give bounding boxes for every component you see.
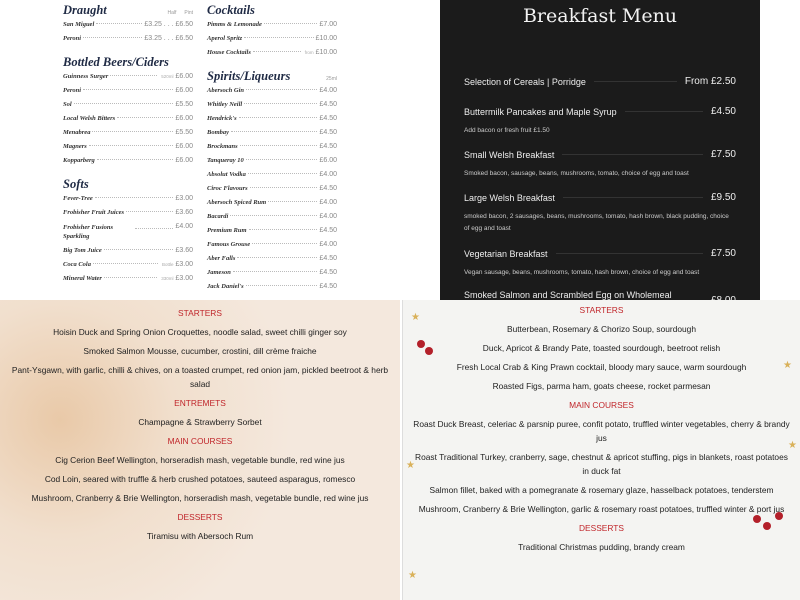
dot-leader	[104, 249, 174, 250]
drink-item	[207, 21, 337, 35]
drink-price: £6.00	[319, 157, 337, 164]
column-label: 25ml	[326, 76, 337, 82]
drink-name: Premium Rum	[207, 227, 247, 234]
drink-item	[63, 195, 193, 209]
dot-leader	[92, 131, 173, 132]
drink-unit: 330ml	[161, 276, 174, 281]
dot-leader	[268, 201, 317, 202]
drink-price: £6.00	[175, 115, 193, 122]
drink-name: Aperol Spritz	[207, 35, 243, 42]
section-heading	[63, 3, 193, 21]
course-heading: MAIN COURSES	[167, 436, 233, 446]
drink-price: £4.50	[319, 227, 337, 234]
drink-price: £3.25 . . . £6.50	[144, 21, 193, 28]
item-name: Vegetarian Breakfast	[464, 248, 548, 259]
dot-leader	[110, 75, 157, 76]
item-description: Add bacon or fresh fruit £1.50	[464, 127, 550, 134]
drink-item	[63, 21, 193, 35]
drink-price: £4.50	[319, 143, 337, 150]
column-label: Half	[167, 10, 177, 16]
drink-name: Absolut Vodka	[207, 171, 246, 178]
dish: Fresh Local Crab & King Prawn cocktail, bloody mary sauce, warm sourdough	[456, 362, 747, 372]
dish: Cod Loin, seared with truffle & herb crushed potatoes, sauteed asparagus, romesco	[44, 474, 356, 484]
drink-item	[207, 171, 337, 185]
drink-name: Kopparberg	[63, 157, 95, 164]
drinks-right-column	[207, 3, 337, 297]
column-labels	[318, 69, 337, 84]
drink-item	[207, 129, 337, 143]
drink-price: £3.60	[175, 209, 193, 216]
leader-line	[562, 154, 703, 155]
leader-line	[594, 81, 677, 82]
dot-leader	[126, 211, 173, 212]
course-heading: MAIN COURSES	[569, 400, 634, 410]
dish: Mushroom, Cranberry & Brie Wellington, horseradish mash, vegetable bundle, red wine jus	[31, 493, 369, 503]
item-price: £9.50	[710, 192, 736, 203]
dot-leader	[89, 145, 174, 146]
drink-name: Tanqueray 10	[207, 157, 244, 164]
drink-item	[63, 209, 193, 223]
drink-price: £5.50	[175, 129, 193, 136]
drink-name: Brockmans	[207, 143, 238, 150]
drink-item	[63, 73, 193, 87]
section-title: Spirits/Liqueurs	[207, 69, 291, 83]
dish: Mushroom, Cranberry & Brie Wellington, garlic & rosemary roast potatoes, truffled winter & port jus	[418, 504, 785, 514]
drink-item	[63, 275, 193, 289]
dot-leader	[233, 271, 318, 272]
dish: Smoked Salmon Mousse, cucumber, crostini, dill crème fraiche	[83, 346, 317, 356]
drink-name: Sol	[63, 101, 72, 108]
drink-price: £4.00	[319, 199, 337, 206]
item-name: Large Welsh Breakfast	[464, 192, 555, 203]
drink-name: Fever-Tree	[63, 195, 93, 202]
drink-price: £3.00	[175, 275, 193, 282]
drinks-section	[63, 55, 193, 171]
drink-name: Peroni	[63, 35, 82, 42]
dot-leader	[96, 23, 142, 24]
item-price: £4.50	[710, 106, 736, 117]
breakfast-item	[464, 149, 736, 180]
drink-price: £4.00	[319, 241, 337, 248]
drink-name: Abersoch Spiced Rum	[207, 199, 267, 206]
drink-item	[207, 213, 337, 227]
item-price: £7.50	[710, 149, 736, 160]
item-line	[464, 106, 736, 117]
dot-leader	[244, 37, 313, 38]
drink-price: £6.00	[175, 73, 193, 80]
item-name: Small Welsh Breakfast	[464, 149, 555, 160]
dish: Champagne & Strawberry Sorbet	[138, 417, 262, 427]
drink-price: £10.00	[315, 49, 337, 56]
drink-item	[63, 115, 193, 129]
drink-name: Jack Daniel's	[207, 283, 244, 290]
item-line	[464, 192, 736, 203]
drink-price: £6.00	[175, 143, 193, 150]
drink-price: £4.50	[319, 185, 337, 192]
drink-name: Bacardi	[207, 213, 229, 220]
drink-name: Magners	[63, 143, 87, 150]
dot-leader	[246, 89, 317, 90]
section-heading	[207, 69, 337, 87]
drink-price: £3.25 . . . £6.50	[144, 35, 193, 42]
drink-name: San Miguel	[63, 21, 95, 28]
drink-item	[63, 247, 193, 261]
drink-name: Peroni	[63, 87, 82, 94]
item-price: From £2.50	[684, 76, 736, 87]
dot-leader	[249, 229, 318, 230]
dot-leader	[135, 228, 173, 229]
item-description: smoked bacon, 2 sausages, beans, mushrooms, tomato, hash brown, black pudding, choice of egg and toast	[464, 213, 729, 233]
dot-leader	[239, 117, 318, 118]
dish: Duck, Apricot & Brandy Pate, toasted sourdough, beetroot relish	[482, 343, 721, 353]
dish: Pant-Ysgawn, with garlic, chilli & chives, on a toasted crumpet, red onion jam, pickled beetroot & herb salad	[11, 365, 389, 389]
item-name: Selection of Cereals | Porridge	[464, 76, 586, 87]
item-line	[464, 149, 736, 160]
drinks-section	[207, 69, 337, 297]
column-label: Pint	[184, 10, 193, 16]
leader-line	[563, 197, 703, 198]
section-title: Softs	[63, 177, 89, 191]
course-heading: STARTERS	[579, 305, 624, 315]
drink-item	[63, 143, 193, 157]
dot-leader	[252, 243, 317, 244]
section-heading	[207, 3, 337, 21]
drink-item	[63, 87, 193, 101]
drink-item	[207, 157, 337, 171]
drink-name: Guinness Surger	[63, 73, 109, 80]
drink-name: Coca Cola	[63, 261, 91, 268]
drink-item	[63, 223, 193, 247]
dot-leader	[250, 187, 318, 188]
drink-name: Ciroc Flavours	[207, 185, 248, 192]
breakfast-item	[464, 76, 736, 87]
course-heading: STARTERS	[178, 308, 222, 318]
drink-item	[63, 101, 193, 115]
drink-item	[207, 115, 337, 129]
drinks-section	[207, 3, 337, 63]
drink-item	[207, 143, 337, 157]
star-icon: ★	[788, 440, 797, 451]
drink-price: £3.00	[175, 261, 193, 268]
section-title: Bottled Beers/Ciders	[63, 55, 169, 69]
drink-price: £3.60	[175, 247, 193, 254]
section-heading	[63, 55, 193, 73]
drink-price: £3.00	[175, 195, 193, 202]
dish: Roast Duck Breast, celeriac & parsnip puree, confit potato, truffled winter vegetables, cherry & brandy jus	[413, 419, 790, 443]
drink-item	[207, 255, 337, 269]
drinks-menu	[0, 0, 400, 300]
drink-item	[63, 157, 193, 171]
star-icon: ★	[408, 570, 417, 581]
dot-leader	[253, 51, 301, 52]
drink-price: £4.00	[175, 223, 193, 230]
course-heading: DESSERTS	[579, 523, 624, 533]
star-icon: ★	[406, 460, 415, 471]
breakfast-title: Breakfast Menu	[522, 5, 678, 27]
dot-leader	[264, 23, 318, 24]
star-icon: ★	[411, 312, 420, 323]
dish: Tiramisu with Abersoch Rum	[146, 531, 254, 541]
drink-name: Bombay	[207, 129, 230, 136]
course-heading: DESSERTS	[177, 512, 223, 522]
drink-price: £6.00	[175, 87, 193, 94]
drink-name: Whitley Neill	[207, 101, 243, 108]
drink-price: £4.50	[319, 129, 337, 136]
dish: Cig Cerion Beef Wellington, horseradish mash, vegetable bundle, red wine jus	[55, 455, 345, 465]
drink-name: Aber Falls	[207, 255, 236, 262]
drink-name: Hendrick's	[207, 115, 237, 122]
drink-name: Mineral Water	[63, 275, 102, 282]
drink-name: Pimms & Lemonade	[207, 21, 262, 28]
drink-item	[207, 227, 337, 241]
leader-line	[625, 111, 703, 112]
dish: Roast Traditional Turkey, cranberry, sage, chestnut & apricot stuffing, pigs in blankets, roast potatoes in duck fat	[415, 452, 788, 476]
dish: Traditional Christmas pudding, brandy cream	[518, 542, 685, 552]
drink-item	[207, 101, 337, 115]
drinks-section	[63, 3, 193, 49]
dot-leader	[93, 263, 158, 264]
dot-leader	[246, 285, 318, 286]
drinks-left-column	[63, 3, 193, 289]
section-heading	[63, 177, 193, 195]
dot-leader	[237, 257, 317, 258]
dot-leader	[83, 37, 142, 38]
dot-leader	[104, 277, 157, 278]
drink-name: Jameson	[207, 269, 231, 276]
drink-item	[207, 241, 337, 255]
drink-unit: from	[304, 50, 314, 55]
drink-item	[63, 129, 193, 143]
drinks-section	[63, 177, 193, 289]
drink-name: Frobisher Fusions Sparkling	[63, 224, 114, 241]
section-title: Cocktails	[207, 3, 255, 17]
dinner-menu-1	[0, 300, 400, 600]
item-line	[464, 76, 736, 87]
drink-name: Big Tom Juice	[63, 247, 102, 254]
drink-price: £4.00	[319, 171, 337, 178]
dot-leader	[97, 159, 174, 160]
drink-item	[207, 87, 337, 101]
christmas-menu	[402, 300, 800, 600]
drink-price: £7.00	[319, 21, 337, 28]
drink-name: Abersoch Gin	[207, 87, 245, 94]
item-name: Buttermilk Pancakes and Maple Syrup	[464, 106, 617, 117]
leader-line	[556, 253, 703, 254]
item-price: £7.50	[710, 248, 736, 259]
drink-unit: Bottle	[161, 262, 174, 267]
drink-item	[63, 35, 193, 49]
drink-price: £6.00	[175, 157, 193, 164]
dish: Roasted Figs, parma ham, goats cheese, rocket parmesan	[492, 381, 711, 391]
breakfast-item	[464, 192, 736, 236]
drink-name: House Cocktails	[207, 49, 251, 56]
drink-price: £4.50	[319, 115, 337, 122]
drink-item	[207, 35, 337, 49]
drink-item	[207, 269, 337, 283]
dot-leader	[117, 117, 173, 118]
section-title: Draught	[63, 3, 107, 17]
drink-name: Frobisher Fruit Juices	[63, 209, 125, 216]
drink-price: £4.50	[319, 269, 337, 276]
drink-name: Famous Grouse	[207, 241, 251, 248]
dot-leader	[240, 145, 318, 146]
dot-leader	[231, 131, 317, 132]
breakfast-item	[464, 248, 736, 279]
drink-name: Local Welsh Bitters	[63, 115, 116, 122]
dot-leader	[244, 103, 317, 104]
drink-name: Menabrea	[63, 129, 91, 136]
star-icon: ★	[783, 360, 792, 371]
dot-leader	[95, 197, 174, 198]
drink-item	[207, 283, 337, 297]
breakfast-item	[464, 106, 736, 137]
dot-leader	[74, 103, 174, 104]
drink-unit: 520ml	[161, 74, 174, 79]
dish: Butterbean, Rosemary & Chorizo Soup, sourdough	[506, 324, 696, 334]
drink-item	[207, 49, 337, 63]
item-description: Smoked bacon, sausage, beans, mushrooms, tomato, choice of egg and toast	[464, 170, 689, 177]
drink-price: £5.50	[175, 101, 193, 108]
column-labels	[159, 3, 193, 18]
dot-leader	[246, 159, 318, 160]
item-description: Vegan sausage, beans, mushrooms, tomato, hash brown, choice of egg and toast	[464, 269, 700, 276]
drink-price: £4.50	[319, 283, 337, 290]
drink-price: £4.50	[319, 101, 337, 108]
drink-item	[63, 261, 193, 275]
dish: Salmon fillet, baked with a pomegranate & rosemary glaze, hasselback potatoes, tenderstem	[429, 485, 774, 495]
drink-price: £4.00	[319, 213, 337, 220]
drink-price: £4.50	[319, 255, 337, 262]
item-name: Smoked Salmon and Scrambled Egg on Wholemeal	[464, 290, 672, 300]
dot-leader	[248, 173, 318, 174]
drink-price: £10.00	[315, 35, 337, 42]
dot-leader	[83, 89, 173, 90]
course-heading: ENTREMETS	[174, 398, 226, 408]
drink-price: £4.00	[319, 87, 337, 94]
dot-leader	[230, 215, 317, 216]
dish: Hoisin Duck and Spring Onion Croquettes, noodle salad, sweet chilli ginger soy	[53, 327, 347, 337]
breakfast-menu	[440, 0, 760, 300]
drink-item	[207, 185, 337, 199]
drink-item	[207, 199, 337, 213]
item-line	[464, 248, 736, 259]
